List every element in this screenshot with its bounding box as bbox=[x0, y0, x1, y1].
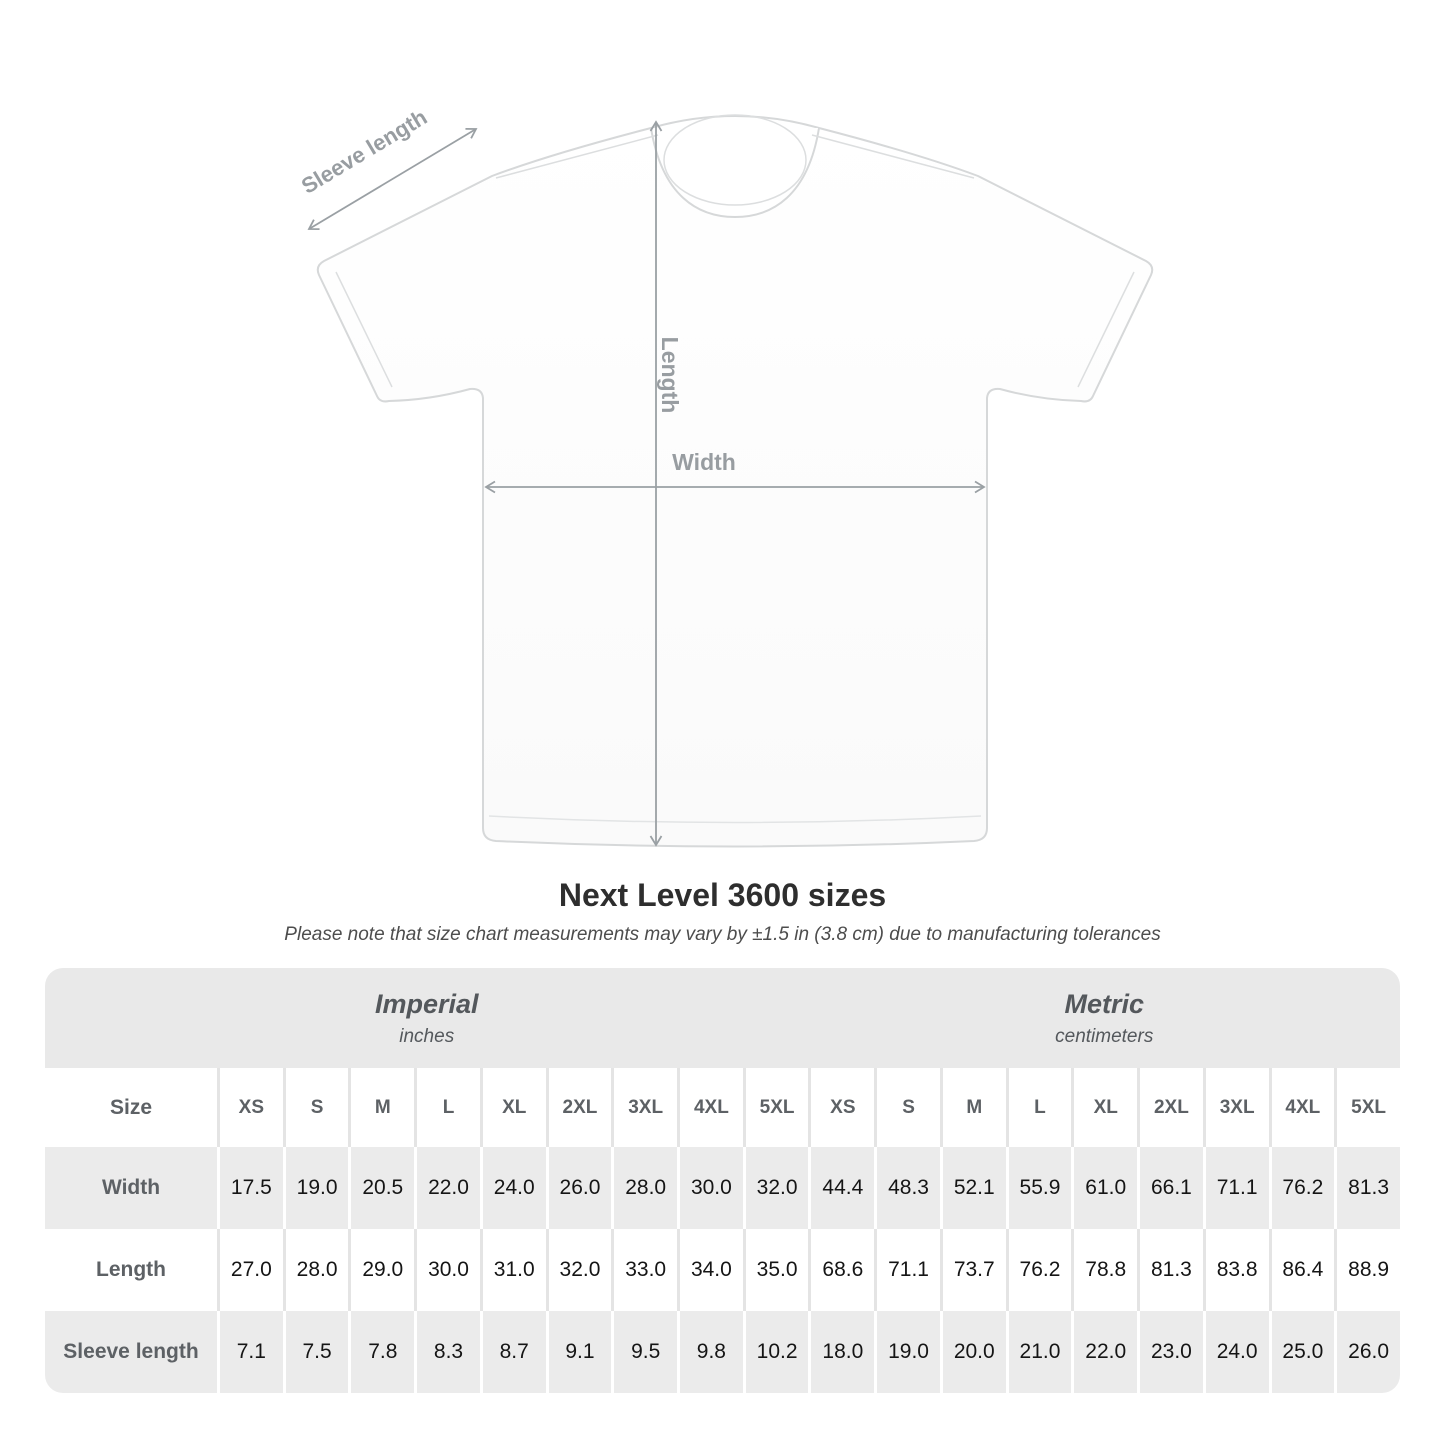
tolerance-note: Please note that size chart measurements may vary by ±1.5 in (3.8 cm) due to manufacturing tolerances bbox=[284, 924, 1161, 945]
cell: 23.0 bbox=[1137, 1311, 1203, 1393]
imperial-label: Imperial bbox=[374, 988, 479, 1019]
size-col-header: 5XL bbox=[1334, 1068, 1400, 1147]
sleeve-length-label: Sleeve length bbox=[296, 104, 432, 199]
cell: 81.3 bbox=[1334, 1147, 1400, 1229]
length-row bbox=[45, 1229, 1400, 1311]
size-col-header: XS bbox=[808, 1068, 874, 1147]
size-col-header: 2XL bbox=[1137, 1068, 1203, 1147]
page-title: Next Level 3600 sizes bbox=[558, 877, 887, 913]
size-col-header: 5XL bbox=[743, 1068, 809, 1147]
cell: 25.0 bbox=[1269, 1311, 1335, 1393]
cell: 9.1 bbox=[546, 1311, 612, 1393]
cell: 66.1 bbox=[1137, 1147, 1203, 1229]
sleeve-length-row bbox=[45, 1311, 1400, 1393]
cell: 35.0 bbox=[743, 1229, 809, 1311]
size-col-header: XS bbox=[217, 1068, 283, 1147]
cell: 88.9 bbox=[1334, 1229, 1400, 1311]
cell: 32.0 bbox=[546, 1229, 612, 1311]
cell: 27.0 bbox=[217, 1229, 283, 1311]
unit-group-header-row bbox=[45, 968, 1400, 1068]
cell: 71.1 bbox=[874, 1229, 940, 1311]
cell: 8.3 bbox=[414, 1311, 480, 1393]
cell: 55.9 bbox=[1006, 1147, 1072, 1229]
cell: 83.8 bbox=[1203, 1229, 1269, 1311]
size-header-row bbox=[45, 1068, 1400, 1147]
cell: 8.7 bbox=[480, 1311, 546, 1393]
size-col-header: XL bbox=[1071, 1068, 1137, 1147]
width-row bbox=[45, 1147, 1400, 1229]
cell: 71.1 bbox=[1203, 1147, 1269, 1229]
cell: 76.2 bbox=[1269, 1147, 1335, 1229]
row-label: Length bbox=[96, 1258, 166, 1281]
row-label: Width bbox=[101, 1176, 161, 1199]
cell: 29.0 bbox=[348, 1229, 414, 1311]
metric-group-header bbox=[808, 968, 1400, 1068]
cell: 31.0 bbox=[480, 1229, 546, 1311]
imperial-group-header bbox=[45, 968, 808, 1068]
cell: 32.0 bbox=[743, 1147, 809, 1229]
row-label: Sleeve length bbox=[63, 1340, 199, 1363]
cell: 76.2 bbox=[1006, 1229, 1072, 1311]
cell: 34.0 bbox=[677, 1229, 743, 1311]
imperial-unit: inches bbox=[399, 1025, 455, 1047]
size-col-header: 4XL bbox=[1269, 1068, 1335, 1147]
cell: 24.0 bbox=[480, 1147, 546, 1229]
size-col-header: 2XL bbox=[546, 1068, 612, 1147]
cell: 33.0 bbox=[611, 1229, 677, 1311]
cell: 81.3 bbox=[1137, 1229, 1203, 1311]
cell: 17.5 bbox=[217, 1147, 283, 1229]
cell: 44.4 bbox=[808, 1147, 874, 1229]
cell: 30.0 bbox=[677, 1147, 743, 1229]
cell: 7.1 bbox=[217, 1311, 283, 1393]
cell: 30.0 bbox=[414, 1229, 480, 1311]
metric-unit: centimeters bbox=[1055, 1025, 1154, 1047]
cell: 73.7 bbox=[940, 1229, 1006, 1311]
cell: 9.5 bbox=[611, 1311, 677, 1393]
width-label: Width bbox=[672, 449, 736, 475]
cell: 22.0 bbox=[1071, 1311, 1137, 1393]
cell: 28.0 bbox=[611, 1147, 677, 1229]
cell: 22.0 bbox=[414, 1147, 480, 1229]
size-col-header: XL bbox=[480, 1068, 546, 1147]
cell: 78.8 bbox=[1071, 1229, 1137, 1311]
cell: 61.0 bbox=[1071, 1147, 1137, 1229]
size-col-header: 3XL bbox=[611, 1068, 677, 1147]
cell: 21.0 bbox=[1006, 1311, 1072, 1393]
cell: 19.0 bbox=[283, 1147, 349, 1229]
cell: 28.0 bbox=[283, 1229, 349, 1311]
size-col-header: M bbox=[940, 1068, 1006, 1147]
size-col-header: L bbox=[1006, 1068, 1072, 1147]
size-col-header: L bbox=[414, 1068, 480, 1147]
cell: 7.8 bbox=[348, 1311, 414, 1393]
cell: 20.5 bbox=[348, 1147, 414, 1229]
cell: 10.2 bbox=[743, 1311, 809, 1393]
size-header-label: Size bbox=[109, 1095, 153, 1119]
tshirt-outline bbox=[318, 115, 1152, 847]
size-col-header: S bbox=[283, 1068, 349, 1147]
size-col-header: 4XL bbox=[677, 1068, 743, 1147]
cell: 24.0 bbox=[1203, 1311, 1269, 1393]
size-col-header: S bbox=[874, 1068, 940, 1147]
cell: 68.6 bbox=[808, 1229, 874, 1311]
size-chart-table bbox=[45, 968, 1400, 1393]
size-col-header: 3XL bbox=[1203, 1068, 1269, 1147]
cell: 86.4 bbox=[1269, 1229, 1335, 1311]
cell: 20.0 bbox=[940, 1311, 1006, 1393]
cell: 26.0 bbox=[546, 1147, 612, 1229]
cell: 7.5 bbox=[283, 1311, 349, 1393]
length-label: Length bbox=[657, 336, 683, 414]
cell: 48.3 bbox=[874, 1147, 940, 1229]
cell: 9.8 bbox=[677, 1311, 743, 1393]
cell: 18.0 bbox=[808, 1311, 874, 1393]
cell: 52.1 bbox=[940, 1147, 1006, 1229]
size-col-header: M bbox=[348, 1068, 414, 1147]
cell: 26.0 bbox=[1334, 1311, 1400, 1393]
cell: 19.0 bbox=[874, 1311, 940, 1393]
metric-label: Metric bbox=[1064, 988, 1144, 1019]
